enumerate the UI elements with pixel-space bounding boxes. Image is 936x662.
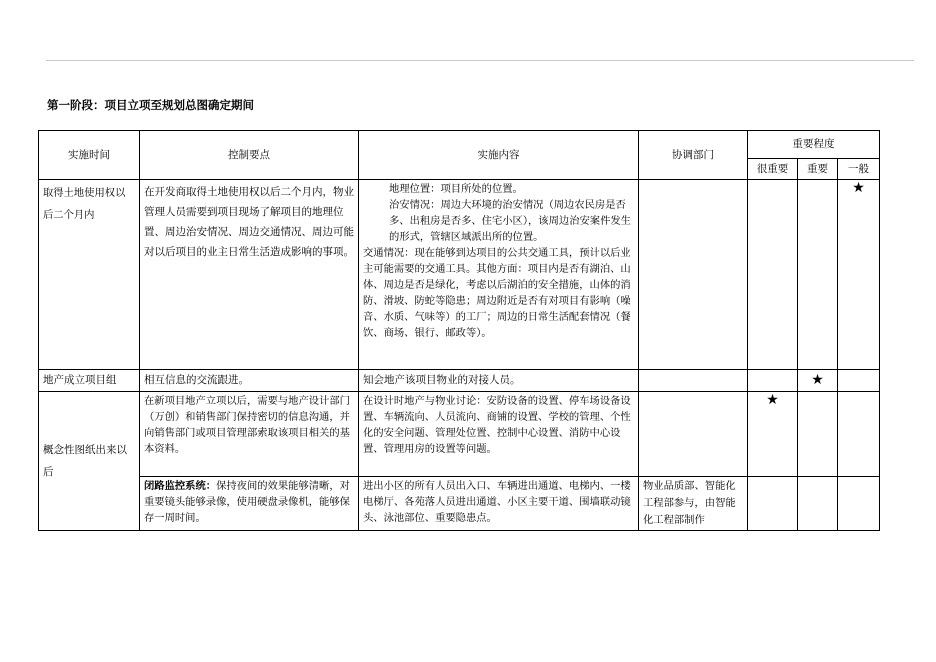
table-row bbox=[39, 392, 880, 477]
plan-table bbox=[38, 130, 880, 531]
row1-normal-star: ★ bbox=[838, 180, 880, 370]
row3-very-important-star: ★ bbox=[748, 392, 798, 477]
row4-normal bbox=[838, 477, 880, 531]
row3-department bbox=[639, 392, 748, 477]
row4-content: 进出小区的所有人员出入口、车辆进出通道、电梯内、一楼电梯厅、各苑落人员进出通道、小区主要干道、围墙联动镜头、泳池部位、重要隐患点。 bbox=[359, 477, 639, 531]
header-row-1 bbox=[39, 131, 880, 159]
row1-department bbox=[639, 180, 748, 370]
row3-important bbox=[798, 392, 838, 477]
stage-title: 第一阶段：项目立项至规划总图确定期间 bbox=[47, 98, 254, 112]
row2-department bbox=[639, 370, 748, 392]
header-department: 协调部门 bbox=[639, 131, 748, 180]
row3-control: 在新项目地产立项以后，需要与地产设计部门（万创）和销售部门保持密切的信息沟通，并向销售部门或项目管理部索取该项目相关的基本资料。 bbox=[140, 392, 359, 477]
row4-control bbox=[140, 477, 359, 531]
row4-department: 物业品质部、智能化工程部参与，由智能化工程部制作 bbox=[639, 477, 748, 531]
row1-content-security: 治安情况：周边大环境的治安情况（周边农民房是否多、出租房是否多、住宅小区），该周边治安案件发生的形式，管辖区域派出所的位置。 bbox=[389, 199, 631, 243]
row3-content: 在设计时地产与物业讨论：安防设备的设置、停车场设备设置、车辆流向、人员流向、商铺的设置、学校的管理、个性化的安全问题、管理处位置、控制中心设置、消防中心设置、管理用房的设置等问题。 bbox=[359, 392, 639, 477]
row2-very-important bbox=[748, 370, 798, 392]
row4-control-text: 保持夜间的效果能够清晰，对重要镜头能够录像，使用硬盘录像机，能够保存一周时间。 bbox=[144, 480, 350, 524]
table-row bbox=[39, 370, 880, 392]
header-very-important: 很重要 bbox=[748, 159, 798, 180]
row2-content: 知会地产该项目物业的对接人员。 bbox=[359, 370, 639, 392]
row4-very-important bbox=[748, 477, 798, 531]
header-control: 控制要点 bbox=[140, 131, 359, 180]
header-importance: 重要程度 bbox=[748, 131, 880, 159]
row2-important-star: ★ bbox=[798, 370, 838, 392]
row1-content-traffic: 交通情况：现在能够到达项目的公共交通工具，预计以后业主可能需要的交通工具。其他方面：项目内是否有湖泊、山体、周边是否是绿化，考虑以后湖泊的安全措施，山体的消防、滑坡、防蛇等隐患；周边附近是否有对项目有影响（噪音、水质、气味等）的工厂；周边的日常生活配套情况（餐饮、商场、银行、邮政等）。 bbox=[363, 247, 631, 339]
table-row bbox=[39, 180, 880, 370]
row1-control: 在开发商取得土地使用权以后二个月内，物业管理人员需要到项目现场了解项目的地理位置、周边治安情况、周边交通情况、周边可能对以后项目的业主日常生活造成影响的事项。 bbox=[140, 180, 359, 370]
row1-very-important bbox=[748, 180, 798, 370]
top-rule bbox=[46, 60, 914, 61]
header-important: 重要 bbox=[798, 159, 838, 180]
row4-important bbox=[798, 477, 838, 531]
row4-control-label: 闭路监控系统： bbox=[144, 480, 217, 492]
row2-control: 相互信息的交流跟进。 bbox=[140, 370, 359, 392]
header-time: 实施时间 bbox=[39, 131, 140, 180]
header-normal: 一般 bbox=[838, 159, 880, 180]
row1-time: 取得土地使用权以后二个月内 bbox=[39, 180, 140, 370]
row2-time: 地产成立项目组 bbox=[39, 370, 140, 392]
table-row bbox=[39, 477, 880, 531]
row3-time: 概念性图纸出来以后 bbox=[39, 392, 140, 531]
row1-important bbox=[798, 180, 838, 370]
row1-content-location: 地理位置：项目所处的位置。 bbox=[389, 183, 523, 195]
row3-normal bbox=[838, 392, 880, 477]
row2-normal bbox=[838, 370, 880, 392]
header-content: 实施内容 bbox=[359, 131, 639, 180]
row1-content bbox=[359, 180, 639, 370]
